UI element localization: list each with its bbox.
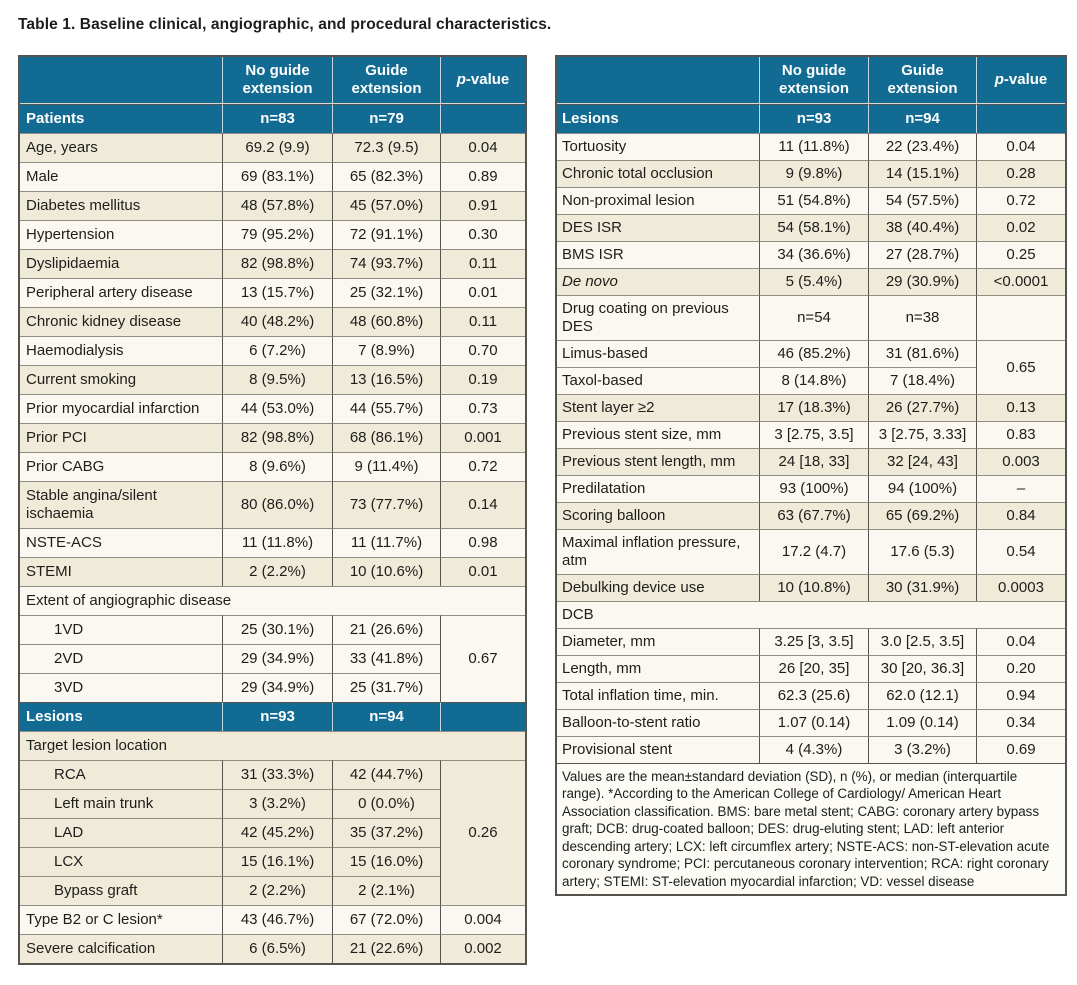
value-guide: 68 (86.1%) bbox=[332, 423, 440, 452]
value-no-guide: 10 (10.8%) bbox=[759, 574, 868, 601]
col-header-guide-extension: Guide extension bbox=[332, 57, 440, 104]
p-value: 0.02 bbox=[976, 214, 1065, 241]
data-row bbox=[557, 574, 1065, 601]
value-no-guide: 34 (36.6%) bbox=[759, 241, 868, 268]
p-value: 0.01 bbox=[440, 278, 525, 307]
data-row bbox=[557, 736, 1065, 763]
row-label: 1VD bbox=[20, 615, 222, 644]
value-guide: 30 (31.9%) bbox=[868, 574, 976, 601]
data-row bbox=[557, 709, 1065, 736]
p-value: 0.34 bbox=[976, 709, 1065, 736]
row-label: Previous stent length, mm bbox=[557, 448, 759, 475]
row-label: Maximal inflation pressure, atm bbox=[557, 529, 759, 574]
p-value: 0.65 bbox=[976, 340, 1065, 394]
value-no-guide: 69.2 (9.9) bbox=[222, 133, 332, 162]
value-no-guide: 93 (100%) bbox=[759, 475, 868, 502]
value-guide: n=38 bbox=[868, 295, 976, 340]
value-no-guide: 6 (7.2%) bbox=[222, 336, 332, 365]
value-guide: 38 (40.4%) bbox=[868, 214, 976, 241]
value-guide: 26 (27.7%) bbox=[868, 394, 976, 421]
value-guide: 2 (2.1%) bbox=[332, 876, 440, 905]
value-no-guide: 17 (18.3%) bbox=[759, 394, 868, 421]
header-row bbox=[20, 57, 525, 104]
row-label: Previous stent size, mm bbox=[557, 421, 759, 448]
row-label: Drug coating on previous DES bbox=[557, 295, 759, 340]
row-label: Dyslipidaemia bbox=[20, 249, 222, 278]
data-row bbox=[557, 214, 1065, 241]
value-no-guide: 26 [20, 35] bbox=[759, 655, 868, 682]
p-value: 0.11 bbox=[440, 307, 525, 336]
data-row bbox=[557, 475, 1065, 502]
value-guide: 25 (32.1%) bbox=[332, 278, 440, 307]
value-guide: 27 (28.7%) bbox=[868, 241, 976, 268]
value-no-guide: 8 (9.5%) bbox=[222, 365, 332, 394]
value-no-guide: 82 (98.8%) bbox=[222, 249, 332, 278]
p-value: 0.003 bbox=[976, 448, 1065, 475]
group-label: Extent of angiographic disease bbox=[20, 586, 525, 615]
value-no-guide: n=54 bbox=[759, 295, 868, 340]
row-label: Total inflation time, min. bbox=[557, 682, 759, 709]
value-no-guide: 54 (58.1%) bbox=[759, 214, 868, 241]
row-label: Stable angina/silent ischaemia bbox=[20, 481, 222, 528]
row-label: Current smoking bbox=[20, 365, 222, 394]
value-guide: 17.6 (5.3) bbox=[868, 529, 976, 574]
row-label: Prior myocardial infarction bbox=[20, 394, 222, 423]
value-guide: 35 (37.2%) bbox=[332, 818, 440, 847]
p-value: 0.28 bbox=[976, 160, 1065, 187]
value-guide: 44 (55.7%) bbox=[332, 394, 440, 423]
p-value: 0.002 bbox=[440, 934, 525, 963]
row-label: Diameter, mm bbox=[557, 628, 759, 655]
section-p-value bbox=[440, 702, 525, 731]
p-value: 0.04 bbox=[976, 628, 1065, 655]
row-label: LCX bbox=[20, 847, 222, 876]
group-label: Target lesion location bbox=[20, 731, 525, 760]
span-row bbox=[20, 586, 525, 615]
value-no-guide: 82 (98.8%) bbox=[222, 423, 332, 452]
data-row bbox=[557, 682, 1065, 709]
row-label: Male bbox=[20, 162, 222, 191]
data-row bbox=[557, 295, 1065, 340]
data-row bbox=[557, 502, 1065, 529]
row-label: Balloon-to-stent ratio bbox=[557, 709, 759, 736]
value-guide: 9 (11.4%) bbox=[332, 452, 440, 481]
value-guide: 3.0 [2.5, 3.5] bbox=[868, 628, 976, 655]
value-no-guide: 9 (9.8%) bbox=[759, 160, 868, 187]
data-row bbox=[20, 162, 525, 191]
data-row bbox=[20, 423, 525, 452]
value-no-guide: 43 (46.7%) bbox=[222, 905, 332, 934]
section-row bbox=[20, 702, 525, 731]
section-n-no-guide: n=93 bbox=[759, 104, 868, 133]
table-header bbox=[557, 57, 1065, 104]
corner-cell bbox=[557, 57, 759, 104]
value-no-guide: 51 (54.8%) bbox=[759, 187, 868, 214]
row-label: DES ISR bbox=[557, 214, 759, 241]
row-label: Provisional stent bbox=[557, 736, 759, 763]
value-no-guide: 13 (15.7%) bbox=[222, 278, 332, 307]
p-value: 0.001 bbox=[440, 423, 525, 452]
row-label: Predilatation bbox=[557, 475, 759, 502]
value-guide: 7 (8.9%) bbox=[332, 336, 440, 365]
span-row bbox=[557, 601, 1065, 628]
data-row bbox=[557, 133, 1065, 160]
data-row bbox=[20, 481, 525, 528]
data-row bbox=[20, 133, 525, 162]
value-no-guide: 79 (95.2%) bbox=[222, 220, 332, 249]
value-guide: 65 (69.2%) bbox=[868, 502, 976, 529]
data-row bbox=[557, 340, 1065, 367]
col-header-no-guide-extension: No guide extension bbox=[222, 57, 332, 104]
p-value: – bbox=[976, 475, 1065, 502]
value-guide: 0 (0.0%) bbox=[332, 789, 440, 818]
value-guide: 7 (18.4%) bbox=[868, 367, 976, 394]
row-label: Chronic kidney disease bbox=[20, 307, 222, 336]
p-value: 0.91 bbox=[440, 191, 525, 220]
row-label: BMS ISR bbox=[557, 241, 759, 268]
data-row bbox=[20, 934, 525, 963]
row-label: 2VD bbox=[20, 644, 222, 673]
value-no-guide: 25 (30.1%) bbox=[222, 615, 332, 644]
row-label: Length, mm bbox=[557, 655, 759, 682]
row-label: Type B2 or C lesion* bbox=[20, 905, 222, 934]
p-value: 0.70 bbox=[440, 336, 525, 365]
data-row bbox=[557, 187, 1065, 214]
value-no-guide: 62.3 (25.6) bbox=[759, 682, 868, 709]
data-row bbox=[557, 421, 1065, 448]
row-label: Hypertension bbox=[20, 220, 222, 249]
value-no-guide: 2 (2.2%) bbox=[222, 876, 332, 905]
p-value: 0.11 bbox=[440, 249, 525, 278]
data-row bbox=[557, 241, 1065, 268]
value-no-guide: 3 (3.2%) bbox=[222, 789, 332, 818]
p-value: 0.0003 bbox=[976, 574, 1065, 601]
value-no-guide: 42 (45.2%) bbox=[222, 818, 332, 847]
section-n-guide: n=94 bbox=[868, 104, 976, 133]
p-value: 0.25 bbox=[976, 241, 1065, 268]
section-n-guide: n=79 bbox=[332, 104, 440, 133]
row-label: De novo bbox=[557, 268, 759, 295]
value-no-guide: 3.25 [3, 3.5] bbox=[759, 628, 868, 655]
p-value: <0.0001 bbox=[976, 268, 1065, 295]
value-guide: 22 (23.4%) bbox=[868, 133, 976, 160]
table-header bbox=[20, 57, 525, 104]
row-label: LAD bbox=[20, 818, 222, 847]
section-p-value bbox=[440, 104, 525, 133]
p-value: 0.004 bbox=[440, 905, 525, 934]
data-row bbox=[557, 529, 1065, 574]
data-row bbox=[557, 448, 1065, 475]
value-guide: 72.3 (9.5) bbox=[332, 133, 440, 162]
value-guide: 11 (11.7%) bbox=[332, 528, 440, 557]
value-no-guide: 63 (67.7%) bbox=[759, 502, 868, 529]
value-guide: 54 (57.5%) bbox=[868, 187, 976, 214]
p-value: 0.98 bbox=[440, 528, 525, 557]
section-n-no-guide: n=93 bbox=[222, 702, 332, 731]
value-no-guide: 29 (34.9%) bbox=[222, 644, 332, 673]
baseline-table-left bbox=[18, 55, 527, 965]
value-no-guide: 8 (9.6%) bbox=[222, 452, 332, 481]
value-guide: 21 (26.6%) bbox=[332, 615, 440, 644]
data-row bbox=[20, 557, 525, 586]
header-row bbox=[557, 57, 1065, 104]
p-value: 0.72 bbox=[976, 187, 1065, 214]
col-header-p-value: p-value bbox=[440, 57, 525, 104]
value-guide: 30 [20, 36.3] bbox=[868, 655, 976, 682]
row-label: Peripheral artery disease bbox=[20, 278, 222, 307]
table-body bbox=[557, 104, 1065, 894]
col-header-guide-extension: Guide extension bbox=[868, 57, 976, 104]
span-row bbox=[20, 731, 525, 760]
value-guide: 21 (22.6%) bbox=[332, 934, 440, 963]
data-row bbox=[20, 905, 525, 934]
value-no-guide: 15 (16.1%) bbox=[222, 847, 332, 876]
p-italic: p bbox=[994, 71, 1004, 88]
value-guide: 33 (41.8%) bbox=[332, 644, 440, 673]
value-no-guide: 6 (6.5%) bbox=[222, 934, 332, 963]
data-row bbox=[20, 615, 525, 644]
row-label: Tortuosity bbox=[557, 133, 759, 160]
value-no-guide: 11 (11.8%) bbox=[222, 528, 332, 557]
p-value: 0.89 bbox=[440, 162, 525, 191]
col-header-no-guide-extension: No guide extension bbox=[759, 57, 868, 104]
data-row bbox=[20, 191, 525, 220]
p-value: 0.04 bbox=[440, 133, 525, 162]
value-no-guide: 48 (57.8%) bbox=[222, 191, 332, 220]
p-value: 0.94 bbox=[976, 682, 1065, 709]
p-value: 0.19 bbox=[440, 365, 525, 394]
value-no-guide: 5 (5.4%) bbox=[759, 268, 868, 295]
section-n-guide: n=94 bbox=[332, 702, 440, 731]
value-guide: 94 (100%) bbox=[868, 475, 976, 502]
section-row bbox=[20, 104, 525, 133]
corner-cell bbox=[20, 57, 222, 104]
p-value: 0.73 bbox=[440, 394, 525, 423]
table-title: Table 1. Baseline clinical, angiographic, and procedural characteristics. bbox=[18, 16, 552, 33]
data-row bbox=[557, 655, 1065, 682]
row-label: Debulking device use bbox=[557, 574, 759, 601]
footnote-row bbox=[557, 763, 1065, 894]
p-value: 0.04 bbox=[976, 133, 1065, 160]
row-label: Bypass graft bbox=[20, 876, 222, 905]
p-value: 0.14 bbox=[440, 481, 525, 528]
value-guide: 73 (77.7%) bbox=[332, 481, 440, 528]
value-guide: 74 (93.7%) bbox=[332, 249, 440, 278]
data-row bbox=[20, 365, 525, 394]
value-guide: 45 (57.0%) bbox=[332, 191, 440, 220]
value-no-guide: 4 (4.3%) bbox=[759, 736, 868, 763]
value-guide: 42 (44.7%) bbox=[332, 760, 440, 789]
data-row bbox=[20, 452, 525, 481]
baseline-table-right bbox=[555, 55, 1067, 896]
group-label: DCB bbox=[557, 601, 1065, 628]
section-label: Lesions bbox=[557, 104, 759, 133]
data-row bbox=[557, 628, 1065, 655]
p-value: 0.20 bbox=[976, 655, 1065, 682]
tables-container bbox=[18, 55, 1067, 965]
value-guide: 67 (72.0%) bbox=[332, 905, 440, 934]
data-row bbox=[20, 394, 525, 423]
data-row bbox=[20, 220, 525, 249]
value-no-guide: 2 (2.2%) bbox=[222, 557, 332, 586]
value-no-guide: 11 (11.8%) bbox=[759, 133, 868, 160]
data-row bbox=[20, 336, 525, 365]
value-guide: 32 [24, 43] bbox=[868, 448, 976, 475]
value-guide: 29 (30.9%) bbox=[868, 268, 976, 295]
section-row bbox=[557, 104, 1065, 133]
p-value: 0.13 bbox=[976, 394, 1065, 421]
section-n-no-guide: n=83 bbox=[222, 104, 332, 133]
value-no-guide: 31 (33.3%) bbox=[222, 760, 332, 789]
row-label: Prior PCI bbox=[20, 423, 222, 452]
row-label: Limus-based bbox=[557, 340, 759, 367]
row-label: STEMI bbox=[20, 557, 222, 586]
data-row bbox=[557, 268, 1065, 295]
p-value: 0.54 bbox=[976, 529, 1065, 574]
col-header-p-value: p-value bbox=[976, 57, 1065, 104]
value-no-guide: 8 (14.8%) bbox=[759, 367, 868, 394]
p-italic: p bbox=[456, 71, 466, 88]
row-label: NSTE-ACS bbox=[20, 528, 222, 557]
data-row bbox=[20, 278, 525, 307]
row-label: Scoring balloon bbox=[557, 502, 759, 529]
p-value: 0.67 bbox=[440, 615, 525, 702]
row-label: Prior CABG bbox=[20, 452, 222, 481]
value-guide: 3 (3.2%) bbox=[868, 736, 976, 763]
value-no-guide: 29 (34.9%) bbox=[222, 673, 332, 702]
row-label: Left main trunk bbox=[20, 789, 222, 818]
p-value: 0.01 bbox=[440, 557, 525, 586]
row-label: Non-proximal lesion bbox=[557, 187, 759, 214]
row-label: Taxol-based bbox=[557, 367, 759, 394]
value-guide: 1.09 (0.14) bbox=[868, 709, 976, 736]
table-body bbox=[20, 104, 525, 963]
row-label: Chronic total occlusion bbox=[557, 160, 759, 187]
value-no-guide: 1.07 (0.14) bbox=[759, 709, 868, 736]
data-row bbox=[557, 160, 1065, 187]
value-guide: 3 [2.75, 3.33] bbox=[868, 421, 976, 448]
data-row bbox=[20, 528, 525, 557]
row-label: Diabetes mellitus bbox=[20, 191, 222, 220]
value-guide: 48 (60.8%) bbox=[332, 307, 440, 336]
p-value: 0.84 bbox=[976, 502, 1065, 529]
p-value: 0.72 bbox=[440, 452, 525, 481]
p-value: 0.69 bbox=[976, 736, 1065, 763]
p-value: 0.26 bbox=[440, 760, 525, 905]
value-no-guide: 3 [2.75, 3.5] bbox=[759, 421, 868, 448]
row-label: Severe calcification bbox=[20, 934, 222, 963]
row-label: Age, years bbox=[20, 133, 222, 162]
value-guide: 14 (15.1%) bbox=[868, 160, 976, 187]
row-label: 3VD bbox=[20, 673, 222, 702]
value-guide: 15 (16.0%) bbox=[332, 847, 440, 876]
p-value: 0.83 bbox=[976, 421, 1065, 448]
data-row bbox=[20, 307, 525, 336]
value-no-guide: 46 (85.2%) bbox=[759, 340, 868, 367]
data-row bbox=[20, 760, 525, 789]
row-label: Stent layer ≥2 bbox=[557, 394, 759, 421]
table-footnote: Values are the mean±standard deviation (SD), n (%), or median (interquartile range). *According to the American College of Cardiology/ American Heart Association classification. BMS: bare metal stent; CABG: coronary artery bypass graft; DCB: drug-coated balloon; DES: drug-eluting stent; LAD: left anterior descending artery; LCX: left circumflex artery; NSTE-ACS: non-ST-elevation acute coronary syndrome; PCI: percutaneous coronary intervention; RCA: right coronary artery; STEMI: ST-elevation myocardial infarction; VD: vessel disease bbox=[557, 763, 1065, 894]
data-row bbox=[557, 394, 1065, 421]
section-label: Patients bbox=[20, 104, 222, 133]
value-guide: 31 (81.6%) bbox=[868, 340, 976, 367]
value-no-guide: 44 (53.0%) bbox=[222, 394, 332, 423]
value-no-guide: 17.2 (4.7) bbox=[759, 529, 868, 574]
value-guide: 62.0 (12.1) bbox=[868, 682, 976, 709]
value-guide: 65 (82.3%) bbox=[332, 162, 440, 191]
p-value bbox=[976, 295, 1065, 340]
data-row bbox=[20, 249, 525, 278]
p-value: 0.30 bbox=[440, 220, 525, 249]
section-p-value bbox=[976, 104, 1065, 133]
value-guide: 72 (91.1%) bbox=[332, 220, 440, 249]
value-guide: 25 (31.7%) bbox=[332, 673, 440, 702]
value-no-guide: 40 (48.2%) bbox=[222, 307, 332, 336]
value-no-guide: 69 (83.1%) bbox=[222, 162, 332, 191]
row-label: RCA bbox=[20, 760, 222, 789]
value-guide: 10 (10.6%) bbox=[332, 557, 440, 586]
row-label: Haemodialysis bbox=[20, 336, 222, 365]
value-guide: 13 (16.5%) bbox=[332, 365, 440, 394]
section-label: Lesions bbox=[20, 702, 222, 731]
value-no-guide: 80 (86.0%) bbox=[222, 481, 332, 528]
value-no-guide: 24 [18, 33] bbox=[759, 448, 868, 475]
